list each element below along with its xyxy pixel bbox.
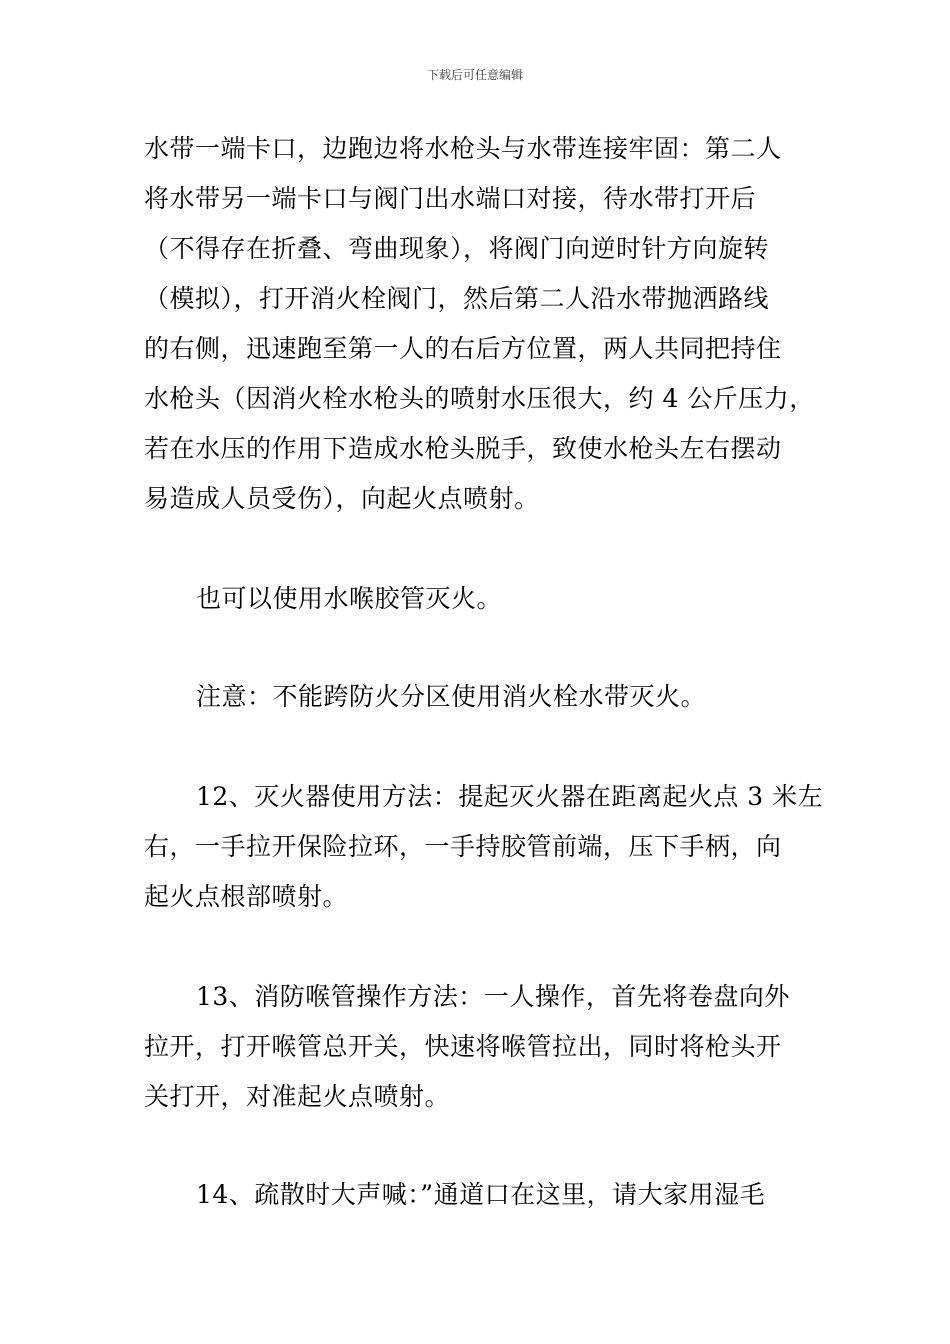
paragraph-line: 也可以使用水喉胶管灭火。 [196, 584, 503, 613]
paragraph-line: 拉开，打开喉管总开关，快速将喉管拉出，同时将枪头开 [144, 1032, 782, 1061]
paragraph-line: 水带一端卡口，边跑边将水枪头与水带连接牢固：第二人 [144, 134, 782, 163]
paragraph-line: 14、疏散时大声喊：”通道口在这里，请大家用湿毛 [196, 1180, 766, 1209]
paragraph-line: 13、消防喉管操作方法：一人操作，首先将卷盘向外 [196, 982, 790, 1011]
paragraph-line: 水枪头（因消火栓水枪头的喷射水压很大，约 4 公斤压力， [144, 384, 815, 413]
paragraph-line: 若在水压的作用下造成水枪头脱手，致使水枪头左右摆动 [144, 434, 782, 463]
paragraph-line: 将水带另一端卡口与阀门出水端口对接，待水带打开后 [144, 184, 757, 213]
paragraph-line: 易造成人员受伤），向起火点喷射。 [144, 484, 540, 513]
paragraph-line: 起火点根部喷射。 [144, 882, 349, 911]
paragraph-line: 关打开，对准起火点喷射。 [144, 1082, 451, 1111]
paragraph-line: 注意：不能跨防火分区使用消火栓水带灭火。 [196, 682, 707, 711]
page-header: 下载后可任意编辑 [426, 68, 523, 82]
paragraph-line: （模拟），打开消火栓阀门，然后第二人沿水带抛洒路线 [144, 284, 770, 313]
paragraph-line: 的右侧，迅速跑至第一人的右后方位置，两人共同把持住 [144, 334, 782, 363]
paragraph-line: 右，一手拉开保险拉环，一手持胶管前端，压下手柄，向 [144, 832, 782, 861]
paragraph-line: （不得存在折叠、弯曲现象），将阀门向逆时针方向旋转 [144, 234, 770, 263]
paragraph-line: 12、灭火器使用方法：提起灭火器在距离起火点 3 米左 [196, 782, 824, 811]
